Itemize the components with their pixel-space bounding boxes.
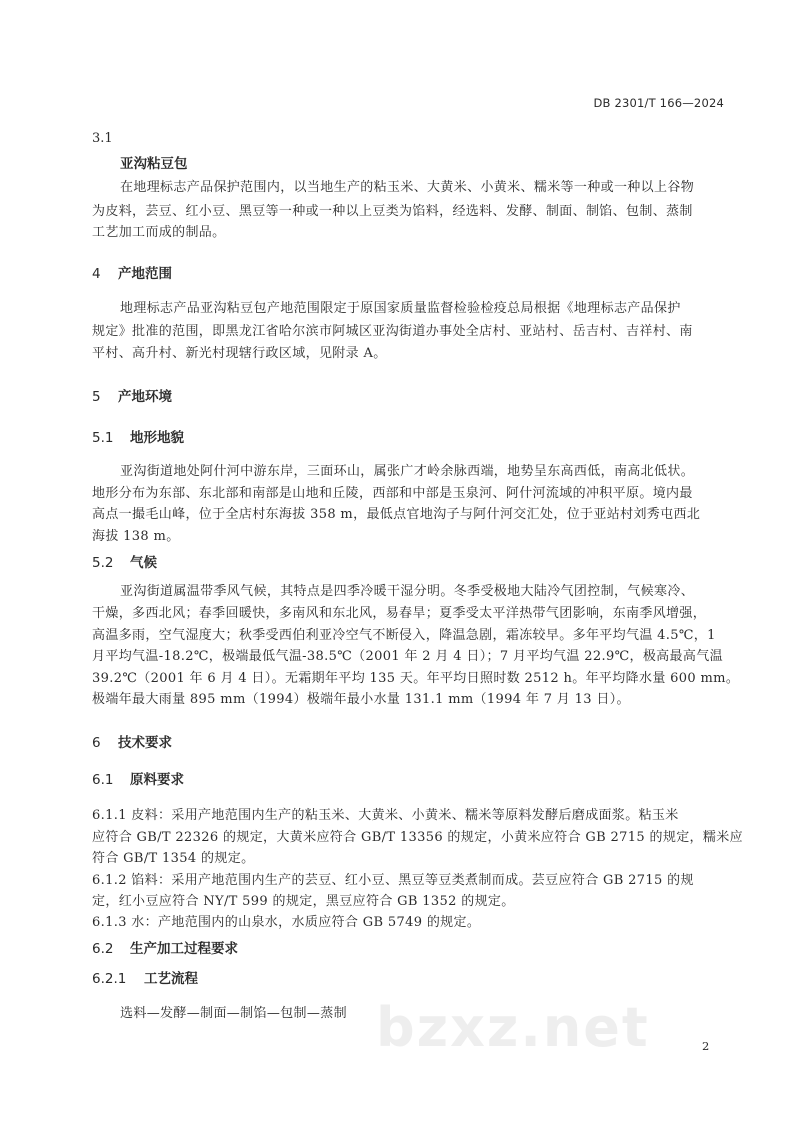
section-number: 5.2 xyxy=(92,555,114,571)
paragraph-line: 月平均气温-18.2℃，极端最低气温-38.5℃（2001 年 2 月 4 日）；7 月平均气温 22.9℃，极高最高气温 xyxy=(92,649,723,664)
section-title: 生产加工过程要求 xyxy=(130,941,238,957)
section-title: 原料要求 xyxy=(130,772,184,788)
paragraph-line: 6.1.1 皮料：采用产地范围内生产的粘玉米、大黄米、小黄米、糯米等原料发酵后磨成面浆。粘玉米 xyxy=(92,808,679,823)
section-title: 产地范围 xyxy=(118,266,172,282)
section-heading-5 xyxy=(92,385,172,405)
section-heading-6 xyxy=(92,731,172,751)
section-number: 5.1 xyxy=(92,430,114,446)
term-title: 亚沟粘豆包 xyxy=(120,156,188,172)
paragraph-line: 地理标志产品亚沟粘豆包产地范围限定于原国家质量监督检验检疫总局根据《地理标志产品保护 xyxy=(120,301,681,316)
paragraph-line: 干燥，多西北风；春季回暖快，多南风和东北风，易春旱；夏季受太平洋热带气团影响，东南季风增强， xyxy=(92,606,707,621)
paragraph-line: 在地理标志产品保护范围内，以当地生产的粘玉米、大黄米、小黄米、糯米等一种或一种以上谷物 xyxy=(120,180,695,195)
paragraph-line: 6.1.2 馅料：采用产地范围内生产的芸豆、红小豆、黑豆等豆类煮制而成。芸豆应符合 GB 2715 的规 xyxy=(92,873,694,888)
watermark: bzxz.net xyxy=(376,996,650,1059)
section-number: 6.1 xyxy=(92,772,114,788)
process-flow: 选料—发酵—制面—制馅—包制—蒸制 xyxy=(120,1006,347,1021)
section-title: 工艺流程 xyxy=(144,971,198,987)
paragraph-line: 海拔 138 m。 xyxy=(92,529,180,544)
paragraph-line: 极端年最大雨量 895 mm（1994）极端年最小水量 131.1 mm（1994 年 7 月 13 日）。 xyxy=(92,692,630,707)
paragraph-line: 高点一撮毛山峰，位于全店村东海拔 358 m，最低点官地沟子与阿什河交汇处，位于亚站村刘秀屯西北 xyxy=(92,507,701,522)
section-heading-4 xyxy=(92,262,172,282)
section-heading-5-1 xyxy=(92,426,184,446)
paragraph-line: 平村、高升村、新光村现辖行政区域，见附录 A。 xyxy=(92,346,387,361)
paragraph-line: 亚沟街道地处阿什河中游东岸，三面环山，属张广才岭余脉西端，地势呈东高西低，南高北低状。 xyxy=(120,464,695,479)
paragraph-line: 为皮料，芸豆、红小豆、黑豆等一种或一种以上豆类为馅料，经选料、发酵、制面、制馅、包制、蒸制 xyxy=(92,204,693,219)
section-number: 5 xyxy=(92,389,101,405)
section-title: 地形地貌 xyxy=(130,430,184,446)
paragraph-line: 39.2℃（2001 年 6 月 4 日）。无霜期年平均 135 天。年平均日照时数 2512 h。年平均降水量 600 mm。 xyxy=(92,671,740,686)
section-heading-6-2-1 xyxy=(92,967,198,987)
clause-number-3-1: 3.1 xyxy=(92,131,113,146)
section-number: 4 xyxy=(92,266,101,282)
paragraph-line: 符合 GB/T 1354 的规定。 xyxy=(92,851,255,866)
paragraph-line: 地形分布为东部、东北部和南部是山地和丘陵，西部和中部是玉泉河、阿什河流域的冲积平原。境内最 xyxy=(92,486,693,501)
paragraph-line: 规定》批准的范围，即黑龙江省哈尔滨市阿城区亚沟街道办事处全店村、亚站村、岳吉村、吉祥村、南 xyxy=(92,324,693,339)
section-number: 6.2.1 xyxy=(92,971,127,987)
paragraph-line: 定，红小豆应符合 NY/T 599 的规定，黑豆应符合 GB 1352 的规定。 xyxy=(92,894,515,909)
paragraph-line: 高温多雨，空气湿度大；秋季受西伯利亚冷空气不断侵入，降温急剧，霜冻较早。多年平均气温 4.5℃，1 xyxy=(92,628,716,643)
paragraph-line: 应符合 GB/T 22326 的规定，大黄米应符合 GB/T 13356 的规定，小黄米应符合 GB 2715 的规定，糯米应 xyxy=(92,830,743,845)
page-number: 2 xyxy=(702,1039,710,1053)
section-title: 气候 xyxy=(130,555,157,571)
section-title: 产地环境 xyxy=(118,389,172,405)
section-heading-6-1 xyxy=(92,768,184,788)
paragraph-line: 工艺加工而成的制品。 xyxy=(92,225,226,240)
section-title: 技术要求 xyxy=(118,735,172,751)
standard-number: DB 2301/T 166—2024 xyxy=(593,96,724,110)
paragraph-line: 6.1.3 水：产地范围内的山泉水，水质应符合 GB 5749 的规定。 xyxy=(92,915,481,930)
paragraph-line: 亚沟街道属温带季风气候，其特点是四季冷暖干湿分明。冬季受极地大陆冷气团控制，气候寒冷、 xyxy=(120,584,695,599)
section-heading-6-2 xyxy=(92,937,238,957)
section-heading-5-2 xyxy=(92,551,157,571)
section-number: 6 xyxy=(92,735,101,751)
section-number: 6.2 xyxy=(92,941,114,957)
